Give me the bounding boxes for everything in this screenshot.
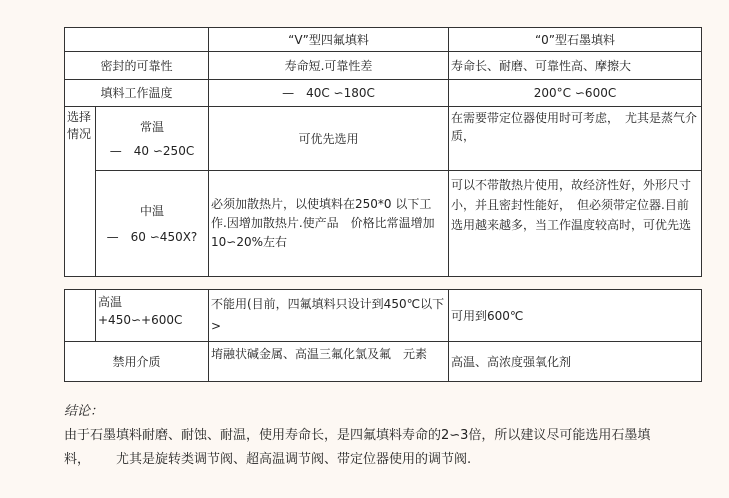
- reliability-zero: 寿命长、耐磨、可靠性高、摩擦大: [449, 52, 702, 80]
- reliability-v: 寿命短.可靠性差: [209, 52, 449, 80]
- high-temp-label: 高温 +450∽+600C: [96, 290, 209, 342]
- normal-temp-zero: 在需要带定位器使用时可考虑， 尤其是蒸气介质，: [449, 107, 702, 171]
- medium-temp-v: 必须加散热片，以使填料在250*0 以下工作.因增加散热片.使产品 价格比常温增加10∽20%左右: [209, 171, 449, 277]
- table-row: [65, 107, 702, 171]
- conclusion-title: 结论：: [64, 404, 104, 419]
- page-break-gap: [60, 279, 710, 289]
- temperature-zero: 200°C ∽600C: [449, 80, 702, 107]
- medium-temp-name: 中温: [139, 203, 164, 218]
- high-temp-zero: 可用到600℃: [449, 290, 702, 342]
- conclusion-line-2-end: 尤其是旋转类调节阀、超高温调节阀、带定位器使用的调节阀.: [116, 452, 472, 467]
- forbidden-v: 堉融状碱金属、高温三氟化氯及氟 元素: [209, 342, 449, 382]
- conclusion-section: [64, 400, 714, 472]
- conclusion-line-2-start: 料，: [64, 452, 91, 467]
- normal-temp-name: 常温: [139, 119, 164, 134]
- normal-temp-v: 可优先选用: [209, 107, 449, 171]
- normal-temp-label: [96, 107, 209, 171]
- table-row: [65, 80, 702, 107]
- comparison-table-bottom: [64, 289, 702, 382]
- header-v-type: “V”型四氟填料: [209, 28, 449, 52]
- conclusion-line-2: [64, 448, 714, 472]
- row-label-temperature: 填料工作温度: [65, 80, 209, 107]
- header-empty-cell: [65, 28, 209, 52]
- table-header-row: [65, 28, 702, 52]
- temperature-v: — 40C ∽180C: [209, 80, 449, 107]
- row-label-reliability: 密封的可靠性: [65, 52, 209, 80]
- table-row: [65, 290, 702, 342]
- conclusion-line-1: 由于石墨填料耐磨、耐蚀、耐温，使用寿命长，是四氟填料寿命的2∽3倍，所以建议尽可能选用石墨填: [64, 428, 651, 443]
- high-temp-v: 不能用(目前，四氟填料只设计到450℃以下>: [209, 290, 449, 342]
- forbidden-label: 禁用介质: [65, 342, 209, 382]
- medium-temp-label: [96, 171, 209, 277]
- table-row: [65, 52, 702, 80]
- selection-continued-cell: [65, 290, 96, 342]
- table-row: [65, 342, 702, 382]
- comparison-table-top: [64, 27, 702, 277]
- table-row: [65, 171, 702, 277]
- normal-temp-range: — 40 ∽250C: [109, 143, 195, 158]
- selection-label: 选择情况: [65, 107, 96, 277]
- header-zero-type: “0”型石墨填料: [449, 28, 702, 52]
- medium-temp-zero: 可以不带散热片使用，故经济性好，外形尺寸小，并且密封性能好， 但必须带定位器.目前选用越来越多，当工作温度较高时，可优先选: [449, 171, 702, 277]
- medium-temp-range: — 60 ∽450X?: [106, 229, 198, 244]
- forbidden-zero: 高温、高浓度强氧化剂: [449, 342, 702, 382]
